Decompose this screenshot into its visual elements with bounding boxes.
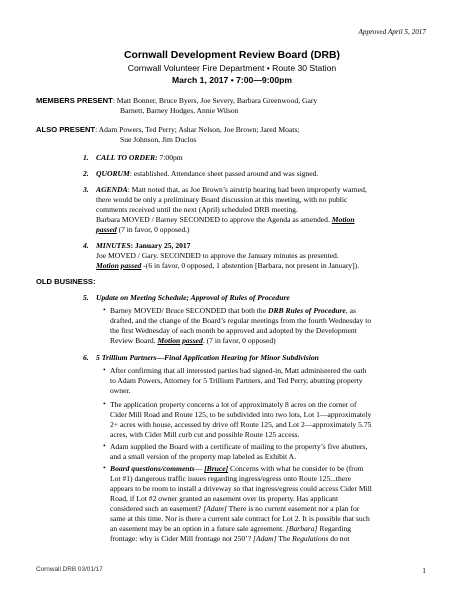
- item-6-bullet2-line3: 2+ acres with house, accessed by drive off Route 125, and Lot 2—approximately 5.75: [110, 420, 372, 429]
- bullet: •: [103, 399, 106, 408]
- item-6-bullet4-line1: [110, 464, 364, 474]
- item-5-line1-end: , as: [345, 306, 356, 315]
- item-1-call-to-order: [96, 153, 183, 163]
- item-6-bullet4-text5: considered such an easement?: [110, 504, 204, 513]
- item-5-rules-title: DRB Rules of Procedure: [267, 306, 346, 315]
- item-6-bullet4-text1: Concerns with what he consider to be (from: [228, 464, 364, 473]
- item-6-bullet4-line8: [110, 534, 349, 544]
- item-2-title: QUORUM: [96, 169, 130, 178]
- item-3-line4: [96, 215, 355, 225]
- item-1-number: 1.: [83, 153, 89, 162]
- footer-doc-id: Cornwall DRB 03/01/17: [36, 566, 103, 573]
- bullet: •: [103, 463, 106, 472]
- item-4-line2: [96, 261, 359, 271]
- meeting-location: Cornwall Volunteer Fire Department • Route 30 Station: [127, 63, 337, 73]
- speaker-bruce: [Bruce]: [204, 464, 229, 473]
- item-6-bullet1-line3: owner.: [110, 386, 131, 395]
- bullet: •: [103, 305, 106, 314]
- bullet: •: [103, 365, 106, 374]
- item-2-quorum: [96, 169, 318, 179]
- item-1-title: CALL TO ORDER:: [96, 153, 158, 162]
- item-6-title: 5 Trillium Partners—Final Application Hearing for Minor Subdivision: [96, 353, 319, 362]
- members-present-label: MEMBERS PRESENT: [36, 96, 113, 105]
- item-4-vote: -(6 in favor, 0 opposed, 1 abstention [Barbara, not present in January]).: [141, 261, 360, 270]
- item-3-number: 3.: [83, 185, 89, 194]
- item-6-bullet4-line7: [110, 524, 351, 534]
- item-5-line4-text: Review Board.: [110, 336, 158, 345]
- item-6-bullet4-text8b: The: [276, 534, 293, 543]
- also-present-label: ALSO PRESENT: [36, 125, 96, 134]
- item-6-bullet4-text8: frontage: why is Cider Mill frontage not 250’?: [110, 534, 253, 543]
- meeting-date: March 1, 2017 • 7:00—9:00pm: [171, 75, 293, 85]
- also-present-line2: Sue Johnson, Jim Duclos: [120, 135, 197, 144]
- item-6-bullet4-text8c: do not: [328, 534, 350, 543]
- item-3-line3: comments received until the next (April) scheduled DRB meeting.: [96, 205, 298, 214]
- item-6-bullet3-line1: Adam supplied the Board with a certificate of mailing to the property’s five abutters,: [110, 442, 368, 451]
- item-6-bullet4-line3: appears to be room to install a driveway so that ingress/egress could access Cider Mill: [110, 484, 372, 493]
- item-4-minutes: [96, 241, 191, 251]
- item-6-bullet4-line4: Road, if Lot #2 owner granted an easement over its property. Has applicant: [110, 494, 339, 503]
- also-present: [36, 125, 436, 135]
- item-6-bullet3-line2: and a small version of the property map labeled as Exhibit A.: [110, 452, 296, 461]
- item-4-title: MINUTES: [96, 241, 131, 250]
- item-3-vote: (7 in favor, 0 opposed.): [116, 225, 190, 234]
- regulations-ref: Regulations: [292, 534, 329, 543]
- item-5-line3: the first Wednesday of each month be approved and adopted by the Development: [110, 326, 357, 335]
- bullet: •: [103, 441, 106, 450]
- members-present-line2: Barnett, Barney Hodges, Annie Wilson: [120, 106, 239, 115]
- item-3-agenda: [96, 185, 367, 195]
- item-6-bullet4-text7b: Regarding: [317, 524, 352, 533]
- approval-note: Approved April 5, 2017: [358, 28, 426, 36]
- item-3-line5: [96, 225, 190, 235]
- members-present-line1: : Matt Bonner, Bruce Byers, Joe Severy, Barbara Greenwood, Gary: [112, 96, 318, 105]
- dash: —: [194, 464, 205, 473]
- item-6-bullet2-line1: The application property concerns a lot of approximately 8 acres on the corner of: [110, 400, 357, 409]
- item-5-line1-text: Barney MOVED/ Bruce SECONDED that both the: [110, 306, 268, 315]
- members-present: [36, 96, 436, 106]
- item-6-bullet1-line1: After confirming that all interested parties had signed-in, Matt administered the oath: [110, 366, 367, 375]
- item-3-motion-text: Barbara MOVED / Barney SECONDED to approve the Agenda as amended.: [96, 215, 332, 224]
- item-5-line4: [110, 336, 276, 346]
- board-questions-label: Board questions/comments: [110, 464, 195, 473]
- item-5-title: Update on Meeting Schedule; Approval of Rules of Procedure: [96, 293, 290, 302]
- document-title: Cornwall Development Review Board (DRB): [124, 50, 340, 61]
- item-6-bullet2-line4: acres, with Cider Mill curb cut and possible Route 125 access.: [110, 430, 300, 439]
- item-4-date: : January 25, 2017: [130, 241, 191, 250]
- item-6-bullet1-line2: to Adam Powers, Attorney for 5 Trillium Partners, and Ted Perry, abutting property: [110, 376, 363, 385]
- item-4-number: 4.: [83, 241, 89, 250]
- item-3-title: AGENDA: [96, 185, 128, 194]
- item-5-vote: . (7 in favor, 0 opposed): [202, 336, 276, 345]
- item-3-line1: : Matt noted that, as Joe Brown’s airstrip hearing had been improperly warned,: [127, 185, 367, 194]
- item-6-bullet4-line2: Lot #1) dangerous traffic issues regarding ingress/egress onto Route 125...there: [110, 474, 352, 483]
- item-6-bullet4-text7: an easement may be an option in a future sale agreement.: [110, 524, 286, 533]
- item-3-passed-label: passed: [96, 225, 117, 234]
- old-business-heading: OLD BUSINESS:: [36, 277, 96, 286]
- item-5-number: 5.: [83, 293, 89, 302]
- item-5-line2: drafted, and the change of the Board’s regular meetings from the fourth Wednesday to: [110, 316, 372, 325]
- item-6-number: 6.: [83, 353, 89, 362]
- item-6-bullet4-line6: same at this time. Nor is there a current sale contract for Lot 2. It is possible that such: [110, 514, 370, 523]
- page-number: 1: [422, 566, 426, 575]
- item-5-line1: [110, 306, 356, 316]
- item-6-bullet4-line5: [110, 504, 359, 514]
- item-4-motion-label: Motion passed: [96, 261, 142, 270]
- item-3-line2: there would be only a preliminary Board discussion at this meeting, with no public: [96, 195, 348, 204]
- item-4-line1: Joe MOVED / Gary. SECONDED to approve the January minutes as presented.: [96, 251, 339, 260]
- also-present-line1: : Adam Powers, Ted Perry; Ashar Nelson, Joe Brown; Jared Moats;: [95, 125, 300, 134]
- item-6-bullet4-text5b: There is no current easement nor a plan for: [226, 504, 360, 513]
- item-5-motion-label: Motion passed: [157, 336, 203, 345]
- speaker-adam: [Adam]: [252, 534, 277, 543]
- speaker-barbara: [Barbara]: [285, 524, 318, 533]
- item-3-motion-label: Motion: [331, 215, 355, 224]
- item-2-text: : established. Attendance sheet passed around and was signed.: [129, 169, 319, 178]
- item-2-number: 2.: [83, 169, 89, 178]
- item-1-text: 7:00pm: [157, 153, 183, 162]
- speaker-adam: [Adam]: [203, 504, 227, 513]
- item-6-bullet2-line2: Cider Mill Road and Route 125, to be subdivided into two lots, Lot 1—approximately: [110, 410, 372, 419]
